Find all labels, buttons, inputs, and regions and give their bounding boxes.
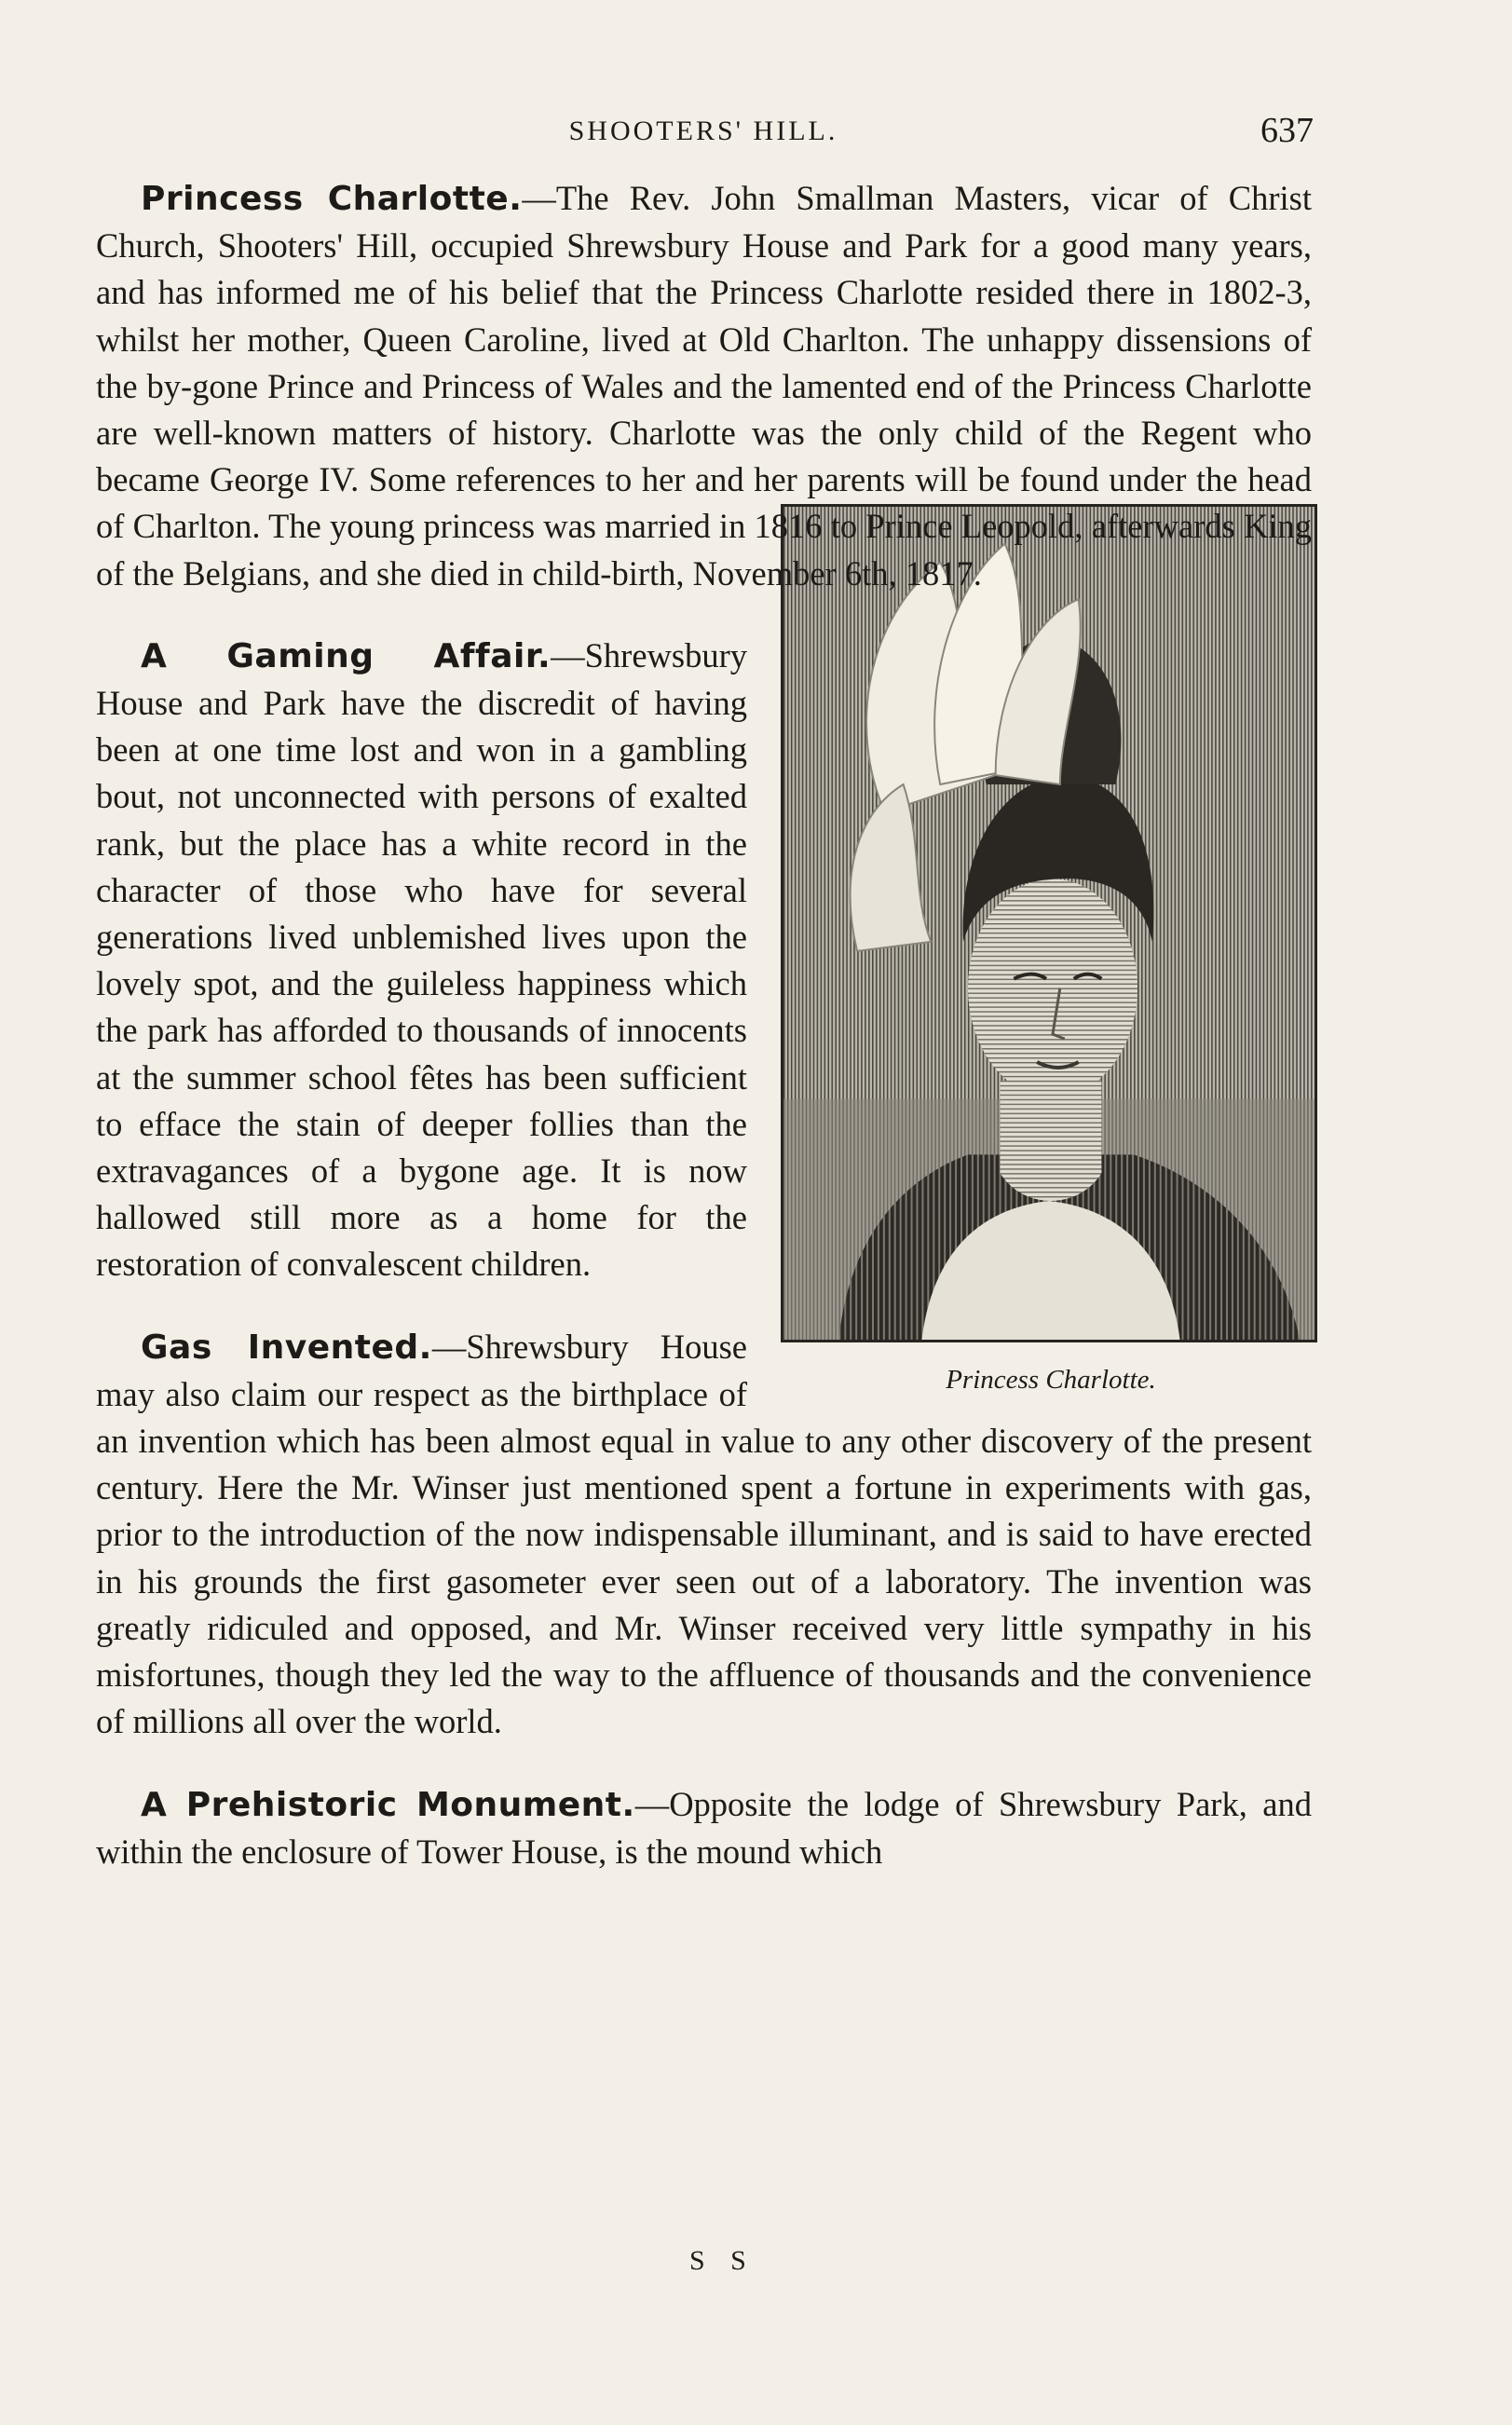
section-heading: Princess Charlotte. (141, 180, 523, 218)
page-number: 637 (1260, 111, 1314, 150)
running-head (93, 110, 1314, 157)
section-text: —Shrewsbury House may also claim our respect as the birthplace of an invention which has been almost equal in value to any other discovery of the present century. Here the Mr. Winser just mentioned spent a fortune in experiments with gas, prior to the introduction of the now indispensable illuminant, and is said to have erected in his grounds the first gasometer ever seen out of a laboratory. The invention was greatly ridiculed and opposed, and Mr. Winser received very little sympathy in his misfortunes, though they led the way to the affluence of thousands and the convenience of millions all over the world. (96, 1327, 1312, 1741)
section-princess-charlotte (96, 175, 1312, 597)
section-prehistoric-monument (96, 1781, 1312, 1875)
section-text: —Shrewsbury House and Park have the discredit of having been at one time lost and won in a gambling bout, not unconnected with persons of exalted rank, but the place has a white record in the character of those who have for several generations lived unblemished lives upon the lovely spot, and the guileless happiness which the park has afforded to thousands of innocents at the summer school fêtes has been sufficient to efface the stain of deeper follies than the extravagances of a bygone age. It is now hallowed still more as a home for the restoration of convalescent children. (96, 635, 747, 1284)
section-text: —Opposite the lodge of Shrewsbury Park, and within the enclosure of Tower House, is the mound which (96, 1784, 1312, 1871)
portrait-engraving (781, 504, 1317, 1342)
running-title: SHOOTERS' HILL. (568, 116, 838, 146)
figure-caption: Princess Charlotte. (946, 1364, 1156, 1395)
section-text: —The Rev. John Smallman Masters, vicar of Christ Church, Shooters' Hill, occupied Shrewsbury House and Park for a good many years, and has informed me of his belief that the Princess Charlotte resided there in 1802-3, whilst her mother, Queen Caroline, lived at Old Charlton. The unhappy dissensions of the by-gone Prince and Princess of Wales and the lamented end of the Princess Charlotte are well-known matters of history. Charlotte was the only child of the Regent who became George IV. Some references to her and her parents will be found under the head of Charlton. The young princess was married in 1816 to Prince Leopold, afterwards King of the Belgians, and she died in child-birth, November 6th, 1817. (96, 179, 1312, 593)
signature-mark: S S (689, 2245, 756, 2276)
section-heading: A Prehistoric Monument. (141, 1785, 635, 1824)
page-body (96, 175, 1312, 1875)
section-heading: Gas Invented. (141, 1328, 432, 1367)
figure (781, 504, 1321, 1398)
section-heading: A Gaming Affair. (141, 636, 552, 675)
